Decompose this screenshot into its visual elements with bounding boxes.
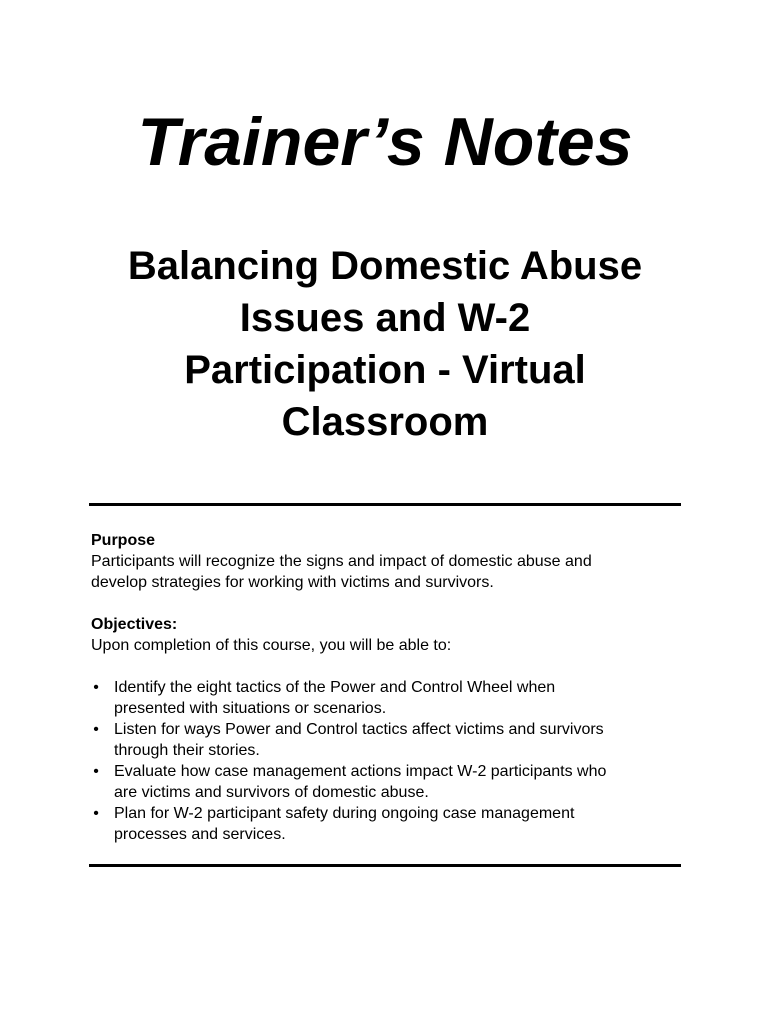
list-item: [91, 719, 691, 761]
bullet-icon: •: [93, 679, 99, 696]
course-title-line: Balancing Domestic Abuse: [127, 244, 643, 288]
objectives-heading: Objectives:: [91, 616, 178, 633]
bullet-icon: •: [93, 805, 99, 822]
list-item: [91, 803, 691, 845]
top-divider: [89, 503, 681, 506]
course-title: [60, 240, 710, 448]
bullet-icon: •: [93, 721, 99, 738]
list-item-line: through their stories.: [114, 742, 260, 759]
list-item-line: Listen for ways Power and Control tactics affect victims and survivors: [114, 721, 604, 738]
course-title-line: Classroom: [281, 400, 489, 444]
list-item: [91, 677, 691, 719]
bullet-icon: •: [93, 763, 99, 780]
course-title-line: Participation - Virtual: [184, 348, 586, 392]
list-item-line: presented with situations or scenarios.: [114, 700, 387, 717]
purpose-text: [91, 551, 691, 593]
list-item-line: processes and services.: [114, 826, 286, 843]
list-item: [91, 761, 691, 803]
course-details: [91, 530, 691, 845]
purpose-line: Participants will recognize the signs and impact of domestic abuse and: [91, 553, 592, 570]
objectives-intro: Upon completion of this course, you will be able to:: [91, 637, 452, 654]
purpose-line: develop strategies for working with victims and survivors.: [91, 574, 494, 591]
course-title-line: Issues and W-2: [239, 296, 531, 340]
objectives-list: [91, 677, 691, 845]
document-title: Trainer’s Notes: [137, 104, 633, 180]
bottom-divider: [89, 864, 681, 867]
list-item-line: Identify the eight tactics of the Power and Control Wheel when: [114, 679, 556, 696]
list-item-line: Evaluate how case management actions impact W-2 participants who: [114, 763, 607, 780]
list-item-line: are victims and survivors of domestic abuse.: [114, 784, 429, 801]
purpose-heading: Purpose: [91, 532, 156, 549]
list-item-line: Plan for W-2 participant safety during ongoing case management: [114, 805, 575, 822]
